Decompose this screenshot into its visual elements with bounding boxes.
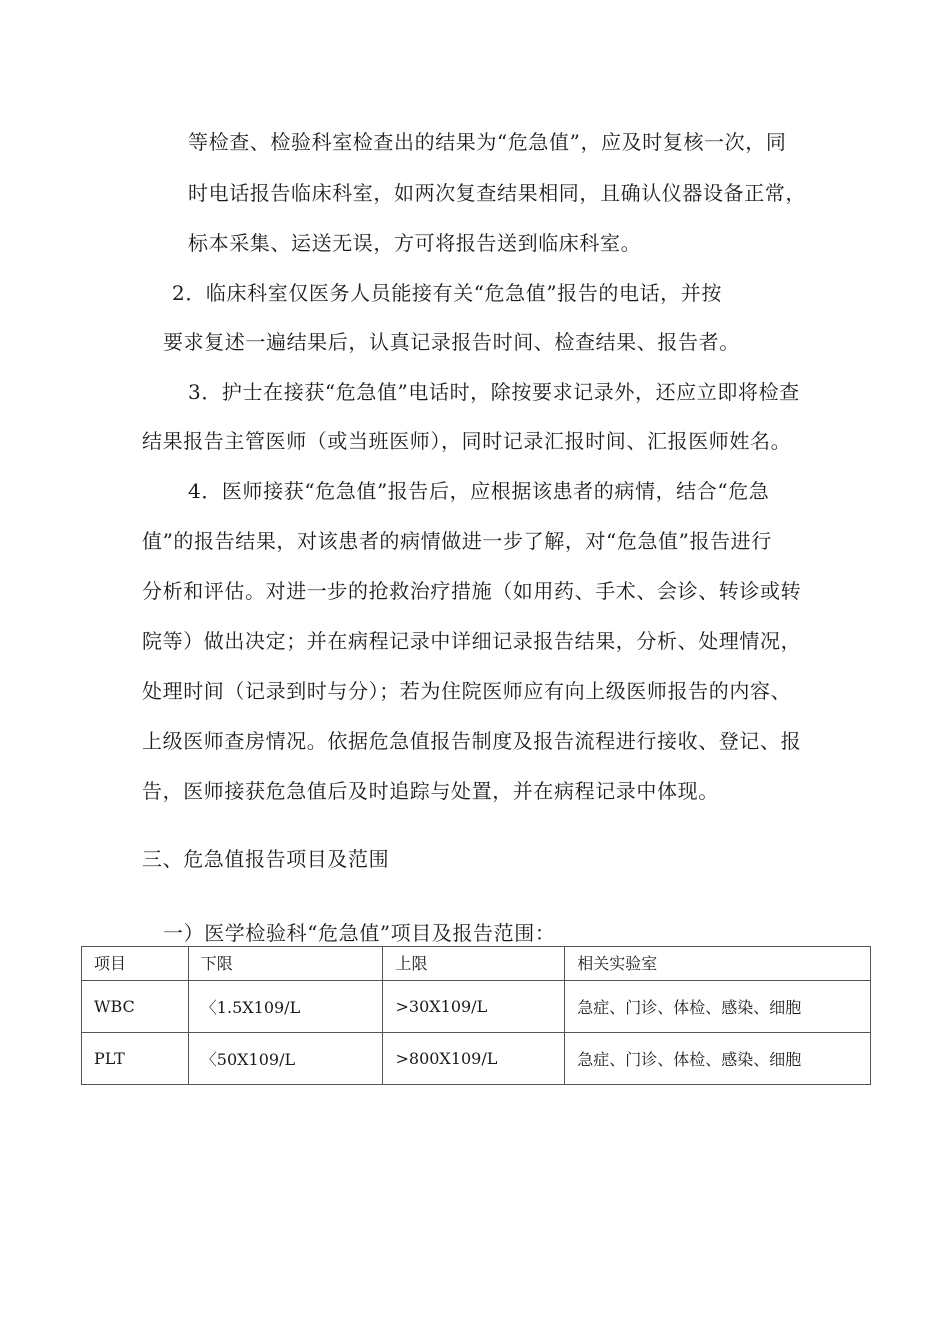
cell-upper-limit: >30X109/L xyxy=(383,981,565,1033)
cell-lower-limit: 〈1.5X109/L xyxy=(188,981,383,1033)
cell-upper-limit: >800X109/L xyxy=(383,1033,565,1085)
paragraph-2-line-2: 要求复述一遍结果后，认真记录报告时间、检查结果、报告者。 xyxy=(163,330,740,354)
cell-item: PLT xyxy=(82,1033,189,1085)
paragraph-4-line-1: 4．医师接获“危急值”报告后，应根据该患者的病情，结合“危急 xyxy=(188,479,770,503)
cell-lower-limit: 〈50X109/L xyxy=(188,1033,383,1085)
table-row xyxy=(82,1033,871,1085)
table-caption: 一）医学检验科“危急值”项目及报告范围： xyxy=(163,921,556,945)
paragraph-3-line-1: 3．护士在接获“危急值”电话时，除按要求记录外，还应立即将检查 xyxy=(188,380,800,404)
header-lower-limit: 下限 xyxy=(188,947,383,981)
paragraph-2-line-1: 2．临床科室仅医务人员能接有关“危急值”报告的电话，并按 xyxy=(172,281,722,305)
paragraph-1-line-3: 标本采集、运送无误，方可将报告送到临床科室。 xyxy=(188,231,642,255)
paragraph-3-line-2: 结果报告主管医师（或当班医师），同时记录汇报时间、汇报医师姓名。 xyxy=(142,429,792,453)
paragraph-4-line-5: 处理时间（记录到时与分）；若为住院医师应有向上级医师报告的内容、 xyxy=(142,679,792,703)
cell-related-lab: 急症、门诊、体检、感染、细胞 xyxy=(565,981,871,1033)
section-heading: 三、危急值报告项目及范围 xyxy=(142,847,390,871)
header-upper-limit: 上限 xyxy=(383,947,565,981)
paragraph-4-line-7: 告，医师接获危急值后及时追踪与处置，并在病程记录中体现。 xyxy=(142,779,719,803)
critical-value-table xyxy=(81,946,871,1085)
paragraph-4-line-3: 分析和评估。对进一步的抢救治疗措施（如用药、手术、会诊、转诊或转 xyxy=(142,579,802,603)
table-header-row xyxy=(82,947,871,981)
paragraph-4-line-6: 上级医师查房情况。依据危急值报告制度及报告流程进行接收、登记、报 xyxy=(142,729,802,753)
paragraph-4-line-2: 值”的报告结果，对该患者的病情做进一步了解，对“危急值”报告进行 xyxy=(142,529,772,553)
header-related-lab: 相关实验室 xyxy=(565,947,871,981)
table-row xyxy=(82,981,871,1033)
header-item: 项目 xyxy=(82,947,189,981)
paragraph-1-line-1: 等检查、检验科室检查出的结果为“危急值”，应及时复核一次，同 xyxy=(188,130,787,154)
paragraph-1-line-2: 时电话报告临床科室，如两次复查结果相同，且确认仪器设备正常， xyxy=(188,181,806,205)
cell-related-lab: 急症、门诊、体检、感染、细胞 xyxy=(565,1033,871,1085)
paragraph-4-line-4: 院等）做出决定；并在病程记录中详细记录报告结果，分析、处理情况， xyxy=(142,629,802,653)
cell-item: WBC xyxy=(82,981,189,1033)
